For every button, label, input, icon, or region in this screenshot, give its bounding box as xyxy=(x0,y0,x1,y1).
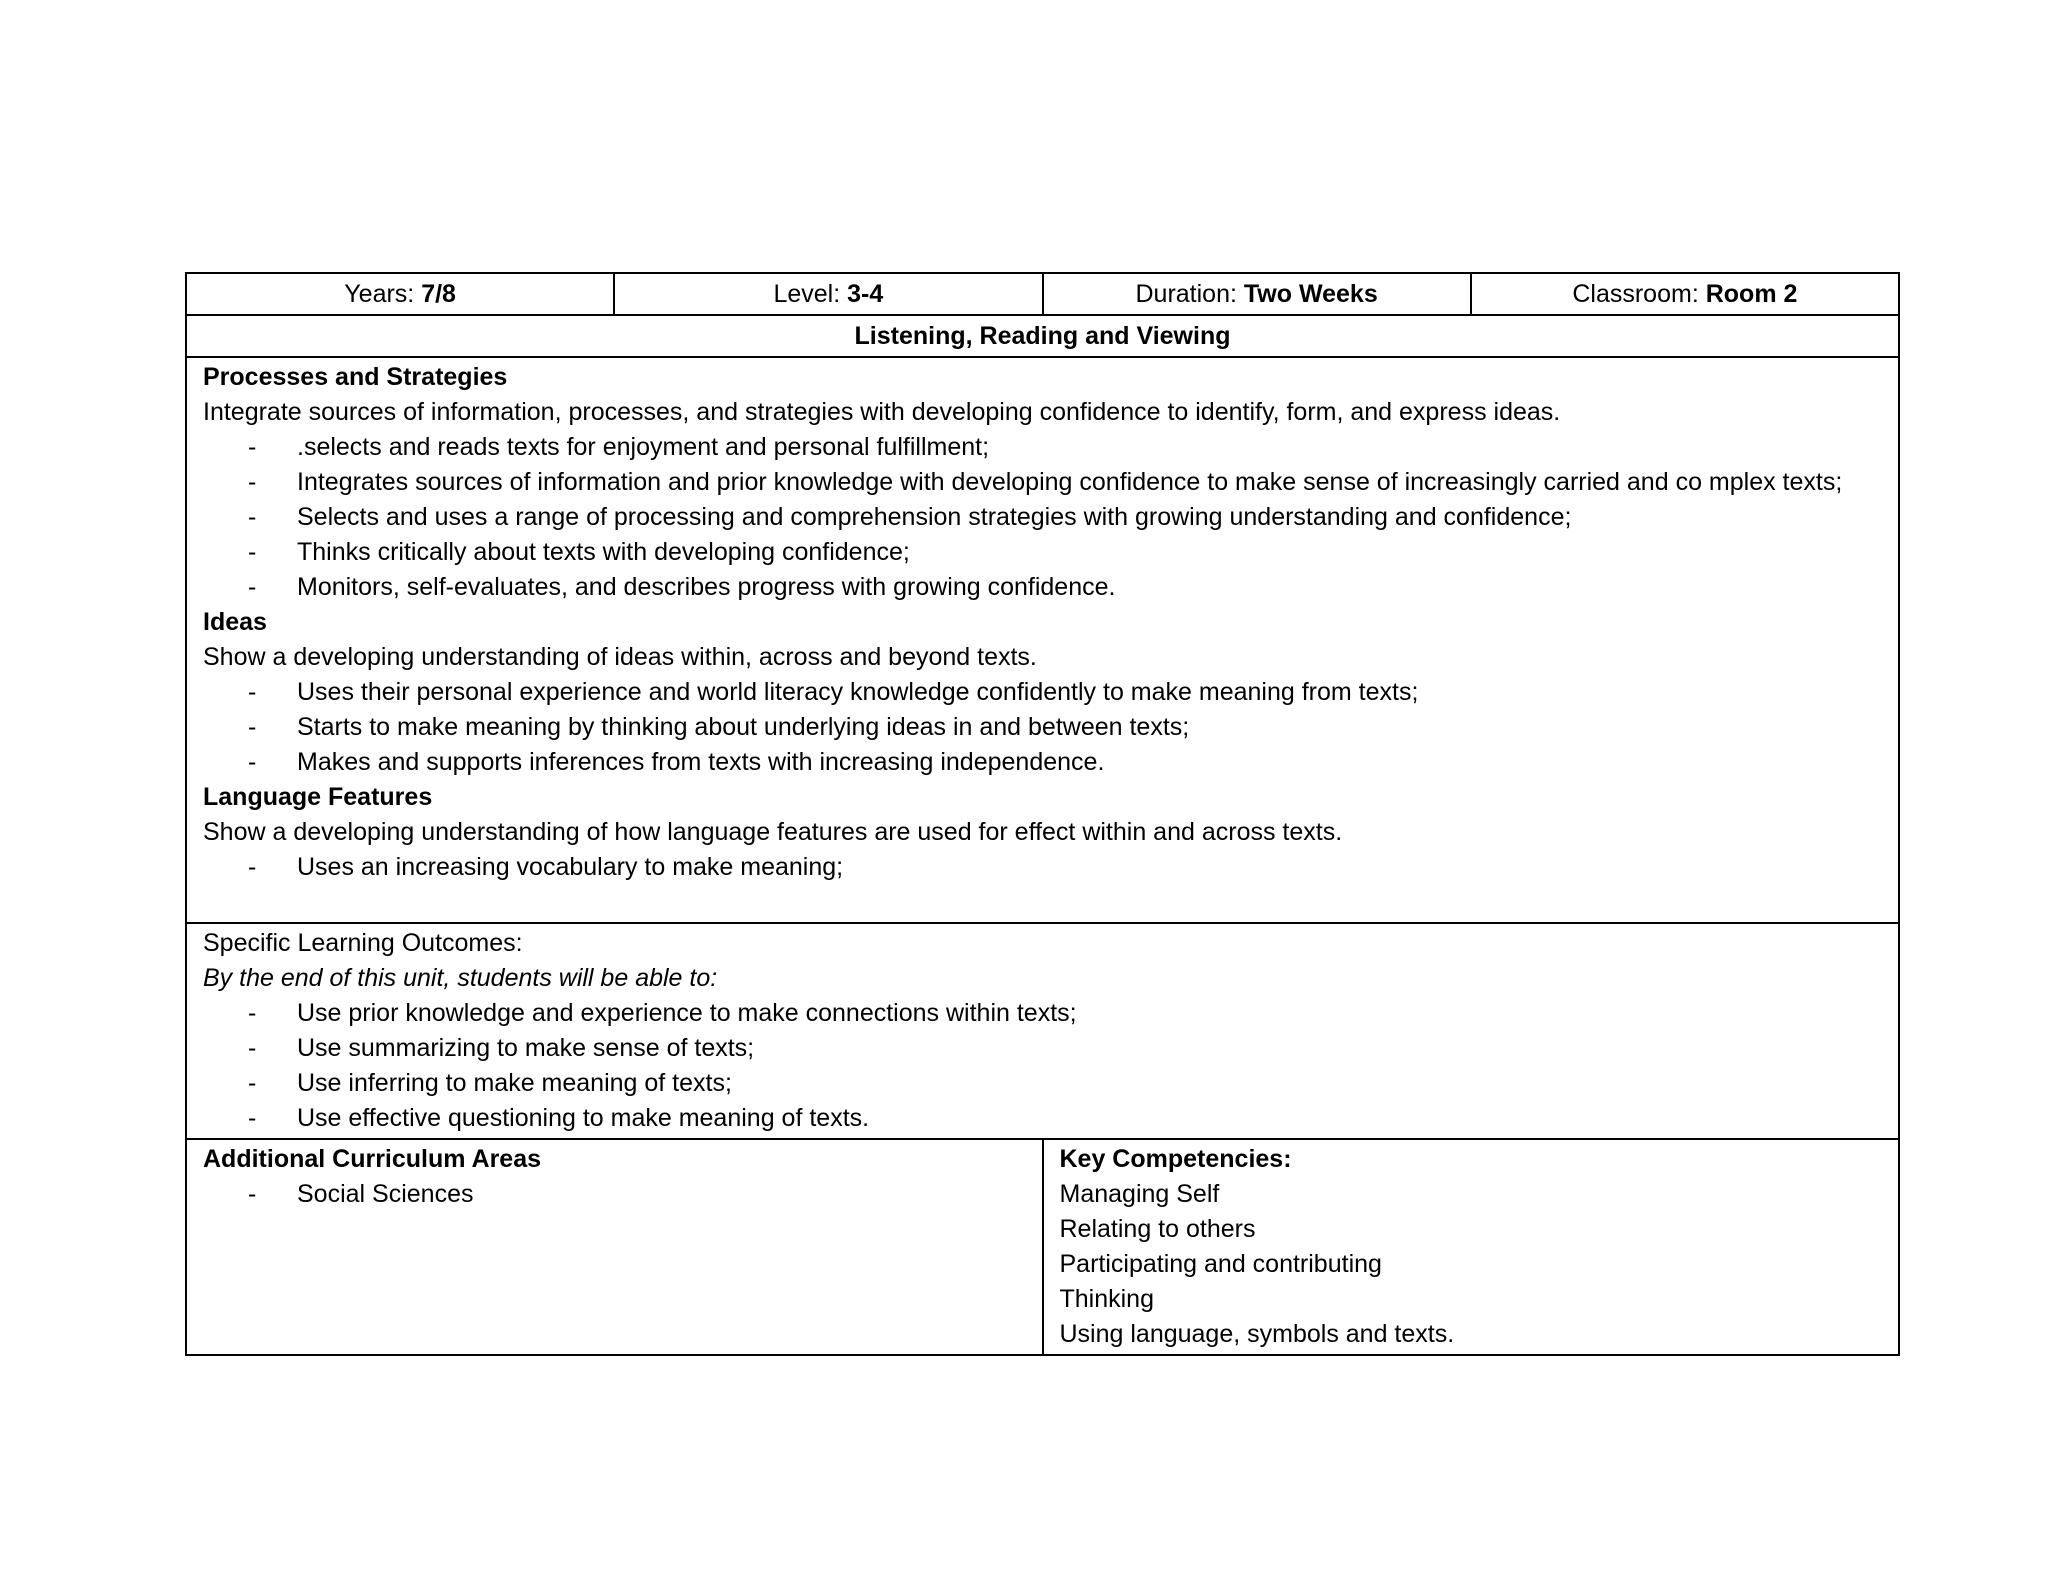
outcomes-cell xyxy=(186,923,1899,1139)
competency-item: Participating and contributing xyxy=(1059,1250,1382,1278)
list-item: - Integrates sources of information and prior knowledge with developing confidence to make sense of increasingly carried and co mplex texts; xyxy=(281,465,1882,500)
classroom-cell xyxy=(1471,273,1899,315)
outcomes-subheading: By the end of this unit, students will be able to: xyxy=(203,964,718,992)
level-label: Level: xyxy=(773,279,848,308)
duration-label: Duration: xyxy=(1135,279,1244,308)
header-row xyxy=(186,273,1899,315)
ideas-heading: Ideas xyxy=(203,608,267,636)
outcomes-heading: Specific Learning Outcomes: xyxy=(203,929,523,957)
list-item: - Use inferring to make meaning of texts; xyxy=(281,1066,1882,1101)
duration-value: Two Weeks xyxy=(1243,279,1378,308)
list-item: - .selects and reads texts for enjoyment and personal fulfillment; xyxy=(281,430,1882,465)
key-competencies-cell xyxy=(1043,1139,1900,1355)
list-item: - Use prior knowledge and experience to make connections within texts; xyxy=(281,996,1882,1031)
additional-heading: Additional Curriculum Areas xyxy=(203,1145,542,1173)
additional-list xyxy=(203,1177,1026,1212)
strand-row xyxy=(186,315,1899,357)
years-value: 7/8 xyxy=(421,279,456,308)
level-value: 3-4 xyxy=(847,279,884,308)
unit-plan-table xyxy=(185,272,1900,1356)
duration-cell xyxy=(1043,273,1471,315)
list-item: - Social Sciences xyxy=(281,1177,1026,1212)
additional-curriculum-cell xyxy=(186,1139,1043,1355)
years-cell xyxy=(186,273,614,315)
list-item: - Use summarizing to make sense of texts; xyxy=(281,1031,1882,1066)
classroom-value: Room 2 xyxy=(1705,279,1798,308)
list-item: - Makes and supports inferences from texts with increasing independence. xyxy=(281,745,1882,780)
bottom-row xyxy=(186,1139,1899,1355)
outcomes-row xyxy=(186,923,1899,1139)
list-item: - Starts to make meaning by thinking about underlying ideas in and between texts; xyxy=(281,710,1882,745)
classroom-label: Classroom: xyxy=(1572,279,1706,308)
language-features-list xyxy=(203,850,1882,885)
processes-heading: Processes and Strategies xyxy=(203,363,508,391)
list-item: - Selects and uses a range of processing and comprehension strategies with growing understanding and confidence; xyxy=(281,500,1882,535)
language-features-intro: Show a developing understanding of how language features are used for effect within and across texts. xyxy=(203,818,1343,846)
list-item: - Use effective questioning to make meaning of texts. xyxy=(281,1101,1882,1136)
competency-item: Relating to others xyxy=(1059,1215,1256,1243)
language-features-heading: Language Features xyxy=(203,783,433,811)
competencies-heading: Key Competencies: xyxy=(1059,1145,1292,1173)
list-item: - Thinks critically about texts with developing confidence; xyxy=(281,535,1882,570)
list-item: - Uses an increasing vocabulary to make meaning; xyxy=(281,850,1882,885)
list-item: - Monitors, self-evaluates, and describes progress with growing confidence. xyxy=(281,570,1882,605)
achievement-objectives-row xyxy=(186,357,1899,923)
spacer xyxy=(203,885,1882,920)
level-cell xyxy=(614,273,1042,315)
ideas-intro: Show a developing understanding of ideas within, across and beyond texts. xyxy=(203,643,1037,671)
achievement-objectives-cell xyxy=(186,357,1899,923)
competency-item: Using language, symbols and texts. xyxy=(1059,1320,1455,1348)
outcomes-list xyxy=(203,996,1882,1136)
processes-intro: Integrate sources of information, processes, and strategies with developing confidence to identify, form, and express ideas. xyxy=(203,398,1561,426)
competency-item: Thinking xyxy=(1059,1285,1154,1313)
years-label: Years: xyxy=(344,279,422,308)
list-item: - Uses their personal experience and world literacy knowledge confidently to make meaning from texts; xyxy=(281,675,1882,710)
competency-item: Managing Self xyxy=(1059,1180,1220,1208)
processes-list xyxy=(203,430,1882,605)
ideas-list xyxy=(203,675,1882,780)
strand-title: Listening, Reading and Viewing xyxy=(186,315,1899,357)
